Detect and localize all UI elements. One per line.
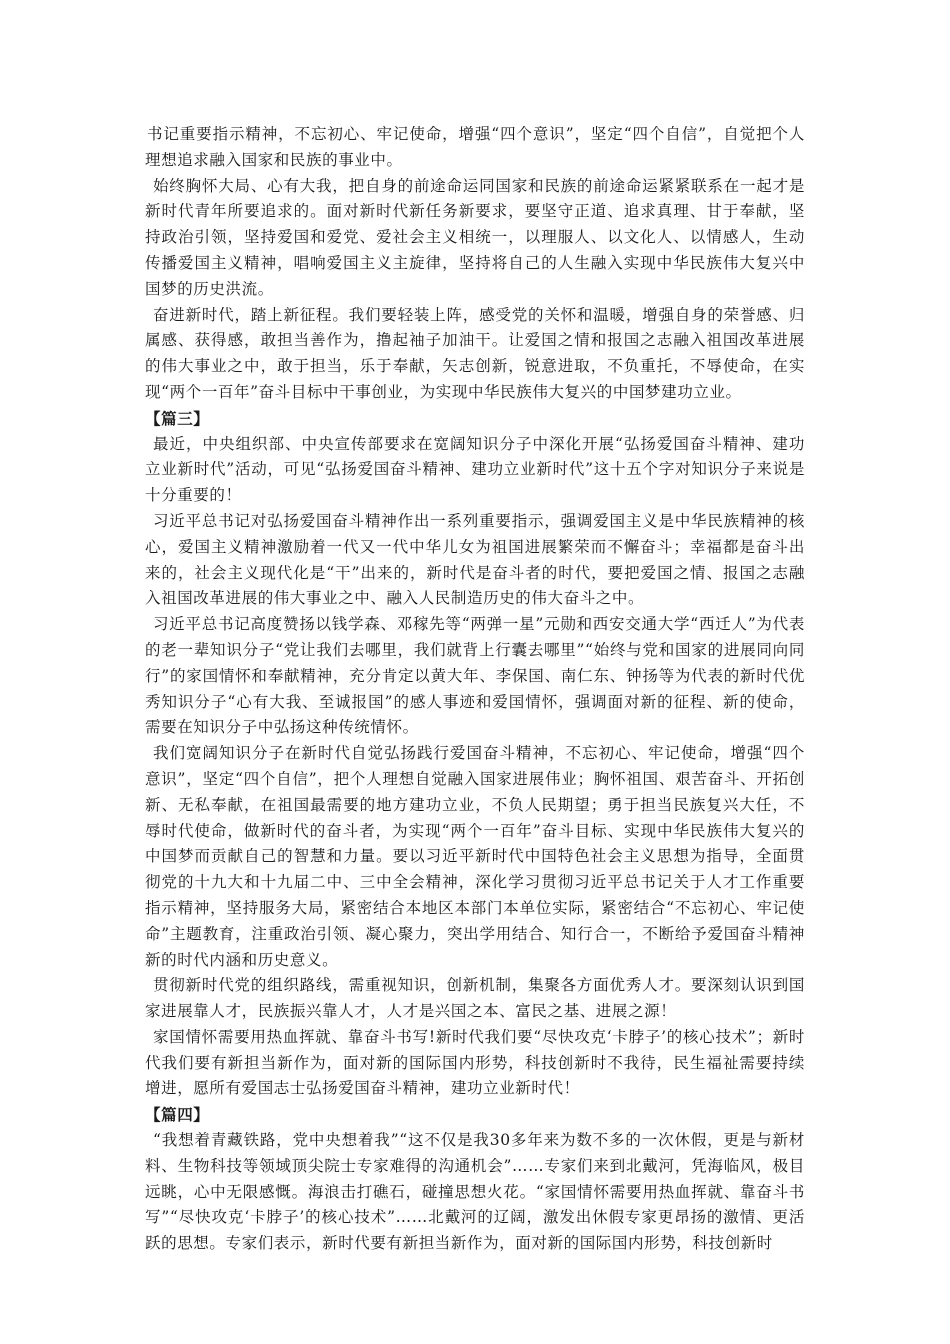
paragraph: 始终胸怀大局、心有大我，把自身的前途命运同国家和民族的前途命运紧紧联系在一起才是新时代青年所要追求的。面对新时代新任务新要求，要坚守正道、追求真理、甘于奉献，坚持政治引领，坚持爱国和爱党、爱社会主义相统一，以理服人、以文化人、以情感人，生动传播爱国主义精神，唱响爱国主义主旋律，坚持将自己的人生融入实现中华民族伟大复兴中国梦的历史洪流。 — [145, 176, 805, 298]
paragraph: 贯彻新时代党的组织路线，需重视知识，创新机制，集聚各方面优秀人才。要深刻认识到国家进展靠人才，民族振兴靠人才，人才是兴国之本、富民之基、进展之源！ — [145, 976, 805, 1021]
paragraph: 最近，中央组织部、中央宣传部要求在宽阔知识分子中深化开展“弘扬爱国奋斗精神、建功立业新时代”活动，可见“弘扬爱国奋斗精神、建功立业新时代”这十五个字对知识分子来说是十分重要的！ — [145, 434, 805, 505]
paragraph: 家国情怀需要用热血挥就、靠奋斗书写!新时代我们要“尽快攻克‘卡脖子’的核心技术”；新时代我们要有新担当新作为，面对新的国际国内形势，科技创新时不我待，民生福祉需要持续增进，愿所有爱国志士弘扬爱国奋斗精神，建功立业新时代！ — [145, 1027, 805, 1098]
paragraph: “我想着青藏铁路，党中央想着我”“这不仅是我30多年来为数不多的一次休假，更是与新材料、生物科技等领域顶尖院士专家难得的沟通机会”……专家们来到北戴河，凭海临风，极目远眺，心中无限感慨。海浪击打礁石，碰撞思想火花。“家国情怀需要用热血挥就、靠奋斗书写”“尽快攻克‘卡脖子’的核心技术”……北戴河的辽阔，激发出休假专家更昂扬的激情、更活跃的思想。专家们表示，新时代要有新担当新作为，面对新的国际国内形势，科技创新时 — [145, 1131, 805, 1253]
paragraph: 习近平总书记对弘扬爱国奋斗精神作出一系列重要指示，强调爱国主义是中华民族精神的核心，爱国主义精神激励着一代又一代中华儿女为祖国进展繁荣而不懈奋斗；幸福都是奋斗出来的，社会主义现代化是“干”出来的，新时代是奋斗者的时代，要把爱国之情、报国之志融入祖国改革进展的伟大事业之中、融入人民制造历史的伟大奋斗之中。 — [145, 511, 805, 608]
paragraph: 书记重要指示精神，不忘初心、牢记使命，增强“四个意识”，坚定“四个自信”，自觉把个人理想追求融入国家和民族的事业中。 — [145, 125, 805, 169]
section-heading: 【篇四】 — [145, 1105, 210, 1125]
document-page — [145, 122, 805, 1257]
section-heading: 【篇三】 — [145, 408, 210, 428]
paragraph: 我们宽阔知识分子在新时代自觉弘扬践行爱国奋斗精神，不忘初心、牢记使命，增强“四个意识”，坚定“四个自信”，把个人理想自觉融入国家进展伟业；胸怀祖国、艰苦奋斗、开拓创新、无私奉献，在祖国最需要的地方建功立业，不负人民期望；勇于担当民族复兴大任，不辱时代使命，做新时代的奋斗者，为实现“两个一百年”奋斗目标、实现中华民族伟大复兴的中国梦而贡献自己的智慧和力量。要以习近平新时代中国特色社会主义思想为指导，全面贯彻党的十九大和十九届二中、三中全会精神，深化学习贯彻习近平总书记关于人才工作重要指示精神，坚持服务大局，紧密结合本地区本部门本单位实际，紧密结合“不忘初心、牢记使命”主题教育，注重政治引领、凝心聚力，突出学用结合、知行合一，不断给予爱国奋斗精神新的时代内涵和历史意义。 — [145, 744, 805, 969]
paragraph: 习近平总书记高度赞扬以钱学森、邓稼先等“两弹一星”元勋和西安交通大学“西迁人”为代表的老一辈知识分子“党让我们去哪里，我们就背上行囊去哪里”“始终与党和国家的进展同向同行”的家国情怀和奉献精神，充分肯定以黄大年、李保国、南仁东、钟扬等为代表的新时代优秀知识分子“心有大我、至诚报国”的感人事迹和爱国情怀，强调面对新的征程、新的使命，需要在知识分子中弘扬这种传统情怀。 — [145, 615, 805, 737]
paragraph: 奋进新时代，踏上新征程。我们要轻装上阵，感受党的关怀和温暖，增强自身的荣誉感、归属感、获得感，敢担当善作为，撸起袖子加油干。让爱国之情和报国之志融入祖国改革进展的伟大事业之中，敢于担当，乐于奉献，矢志创新，锐意进取，不负重托，不辱使命，在实现“两个一百年”奋斗目标中干事创业，为实现中华民族伟大复兴的中国梦建功立业。 — [145, 305, 805, 401]
